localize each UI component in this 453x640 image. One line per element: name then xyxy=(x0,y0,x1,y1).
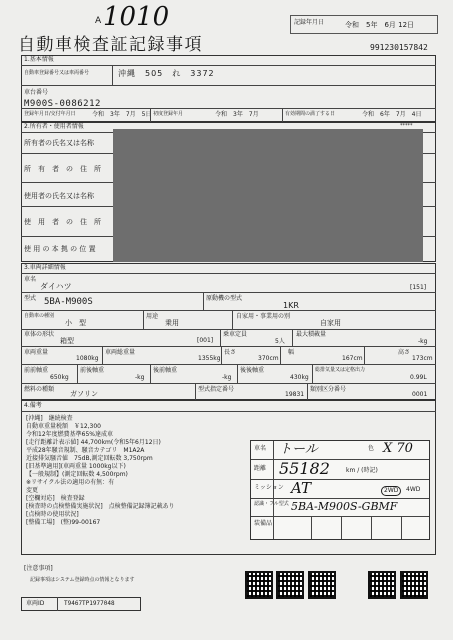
note-line: 平成28年騒音規制、騒音カテゴリ M1A2A xyxy=(26,447,145,454)
first-reg: 令和 3年 7月 5日 xyxy=(92,111,152,118)
redacted-tag: ***** xyxy=(400,123,413,129)
note-line: 変更 xyxy=(26,487,39,494)
length-label: 長さ xyxy=(224,349,237,356)
base-location-label: 使 用 の 本 拠 の 位 置 xyxy=(24,245,96,253)
gross: 1355kg xyxy=(198,355,221,362)
expiry-date: 令和 6年 7月 4日 xyxy=(362,111,422,118)
vehicle-title: 3.車両詳細情報 xyxy=(24,264,66,271)
use-label: 用途 xyxy=(146,313,159,320)
qr-code-2 xyxy=(276,571,304,599)
owner-name-label: 所有者の氏名又は名称 xyxy=(24,139,94,147)
maker-label: 車名 xyxy=(24,276,37,283)
note-line: 令和12年度燃費基準65%達成車 xyxy=(26,431,113,438)
ff: 650kg xyxy=(50,374,69,381)
engine-label: 原動機の型式 xyxy=(206,295,243,302)
chassis-number: M900S-0086212 xyxy=(24,99,101,109)
model: 5BA-M900S xyxy=(44,297,93,307)
owner-address-label: 所 有 者 の 住 所 xyxy=(24,165,101,173)
kind-label: 自動車の種別 xyxy=(24,313,55,319)
sticker-mileage-unit: km / (時記) xyxy=(346,467,378,474)
note-line: 自動車重量税額 ￥12,300 xyxy=(26,423,101,430)
max-load-label: 最大積載量 xyxy=(296,331,327,338)
handwritten-number: 1010 xyxy=(103,2,170,32)
owner-title: 2.所有者・使用者情報 xyxy=(24,123,84,130)
weight-label: 車両重量 xyxy=(24,349,49,356)
caution-title: [注意事項] xyxy=(24,565,53,572)
capacity-label: 乗車定員 xyxy=(223,331,248,338)
shape-label: 車体の形状 xyxy=(24,331,55,338)
gross-label: 車両総重量 xyxy=(105,349,136,356)
caution-text: 記録事項はシステム登録時点の情報となります xyxy=(30,577,135,583)
sticker-model: 5BA-M900S-GBMF xyxy=(291,500,398,513)
shape: 箱型 xyxy=(60,337,74,345)
model-label: 型式 xyxy=(24,295,37,302)
note-line: [点検時の使用状況] xyxy=(26,511,79,518)
qr-code-1 xyxy=(245,571,273,599)
maker-code: [151] xyxy=(410,284,427,291)
vehicle-id-label: 車両ID xyxy=(26,600,45,607)
first-reg-label: 登録年月日/交付年月日 xyxy=(24,111,76,117)
sticker-name-label: 車名 xyxy=(254,445,267,452)
user-name-label: 使用者の氏名又は名称 xyxy=(24,192,94,200)
note-line: ※リサイクル法の適用の有無：有 xyxy=(26,479,115,486)
user-address-label: 使 用 者 の 住 所 xyxy=(24,218,101,226)
first-value: 令和 3年 7月 xyxy=(215,111,259,118)
use: 乗用 xyxy=(165,319,179,327)
redacted-area xyxy=(113,129,423,262)
rr: 430kg xyxy=(290,374,309,381)
doc-number: 991230157842 xyxy=(370,43,428,52)
reg-number-label: 自動車登録番号又は車両番号 xyxy=(24,70,90,76)
sticker-model-label: 認識・フル型式 xyxy=(254,501,289,507)
type-no-label: 型式指定番号 xyxy=(198,386,235,393)
sticker-note-label: 装備品 xyxy=(254,520,273,527)
sticker-2wd: 2WD xyxy=(381,486,401,496)
note-line: [空欄対応] 検査登録 xyxy=(26,495,85,502)
sticker-mission-label: ミッション xyxy=(254,484,284,491)
class-no-label: 類別区分番号 xyxy=(310,386,347,393)
sticker-mileage: 55182 xyxy=(279,459,330,478)
note-line: [整備工場] (整)99-00167 xyxy=(26,519,101,526)
class-no: 0001 xyxy=(412,391,428,398)
height: 173cm xyxy=(412,355,433,362)
sticker-color: X 70 xyxy=(383,441,413,456)
basic-info-title: 1.基本情報 xyxy=(24,56,54,63)
note-line: [沖縄] 継続検査 xyxy=(26,415,73,422)
maker: ダイハツ xyxy=(40,282,72,291)
kind: 小 型 xyxy=(65,319,86,327)
sticker-4wd: 4WD xyxy=(406,486,421,493)
width-label: 幅 xyxy=(288,349,295,356)
form-id: A xyxy=(95,16,102,26)
rf: -kg xyxy=(222,374,232,381)
qr-code-5 xyxy=(400,571,428,599)
private: 自家用 xyxy=(320,319,341,327)
ff-label: 前前軸重 xyxy=(24,367,49,374)
fr: -kg xyxy=(135,374,145,381)
weight: 1080kg xyxy=(76,355,99,362)
fuel-label: 燃料の種類 xyxy=(24,386,55,393)
rr-label: 後後軸重 xyxy=(240,367,265,374)
reg-number: 沖縄 505 れ 3372 xyxy=(118,69,215,78)
expiry-label: 有効期間の満了する日 xyxy=(285,111,336,117)
record-date: 令和 5年 6月 12日 xyxy=(345,21,415,29)
sticker-name: トール xyxy=(279,442,318,457)
private-label: 自家用・事業用の別 xyxy=(236,313,291,320)
note-line: [走行距離計表示値] 44,700km(令和5年6月12日) xyxy=(26,439,161,446)
note-line: [検査時の点検整備実施状況] 点検整備記録簿記載あり xyxy=(26,503,175,510)
note-line: [旧基準適用](車両重量 1000kg以下) xyxy=(26,463,126,470)
vehicle-id: T9467TP1977048 xyxy=(64,600,115,607)
notes-title: 4.備考 xyxy=(24,402,42,409)
page-title: 自動車検査証記録事項 xyxy=(18,35,203,55)
sticker-mission: AT xyxy=(291,479,312,497)
chassis-label: 車台番号 xyxy=(24,89,49,96)
capacity: 5人 xyxy=(275,338,285,345)
first-label: 初度登録年月 xyxy=(153,111,184,117)
fuel: ガソリン xyxy=(70,390,98,398)
displacement: 0.99L xyxy=(410,374,427,381)
type-no: 19831 xyxy=(285,391,305,398)
note-line: 【一般規制】(測定回転数 4,500rpm) xyxy=(26,471,128,478)
disp-label: 総排気量又は定格出力 xyxy=(315,367,366,373)
sticker-mileage-label: 距離 xyxy=(254,465,267,472)
note-line: 近接排気騒音値 75dB,測定回転数 3,750rpm xyxy=(26,455,153,462)
record-date-label: 記録年月日 xyxy=(294,19,325,26)
sticker-color-label: 色 xyxy=(368,445,375,452)
length: 370cm xyxy=(258,355,279,362)
fr-label: 前後軸重 xyxy=(80,367,105,374)
engine: 1KR xyxy=(283,301,299,310)
qr-code-3 xyxy=(308,571,336,599)
width: 167cm xyxy=(342,355,363,362)
qr-code-4 xyxy=(368,571,396,599)
inspection-sticker xyxy=(250,440,430,540)
max-load: -kg xyxy=(418,338,428,345)
rf-label: 後前軸重 xyxy=(153,367,178,374)
height-label: 高さ xyxy=(398,349,411,356)
shape-code: [001] xyxy=(197,337,214,344)
